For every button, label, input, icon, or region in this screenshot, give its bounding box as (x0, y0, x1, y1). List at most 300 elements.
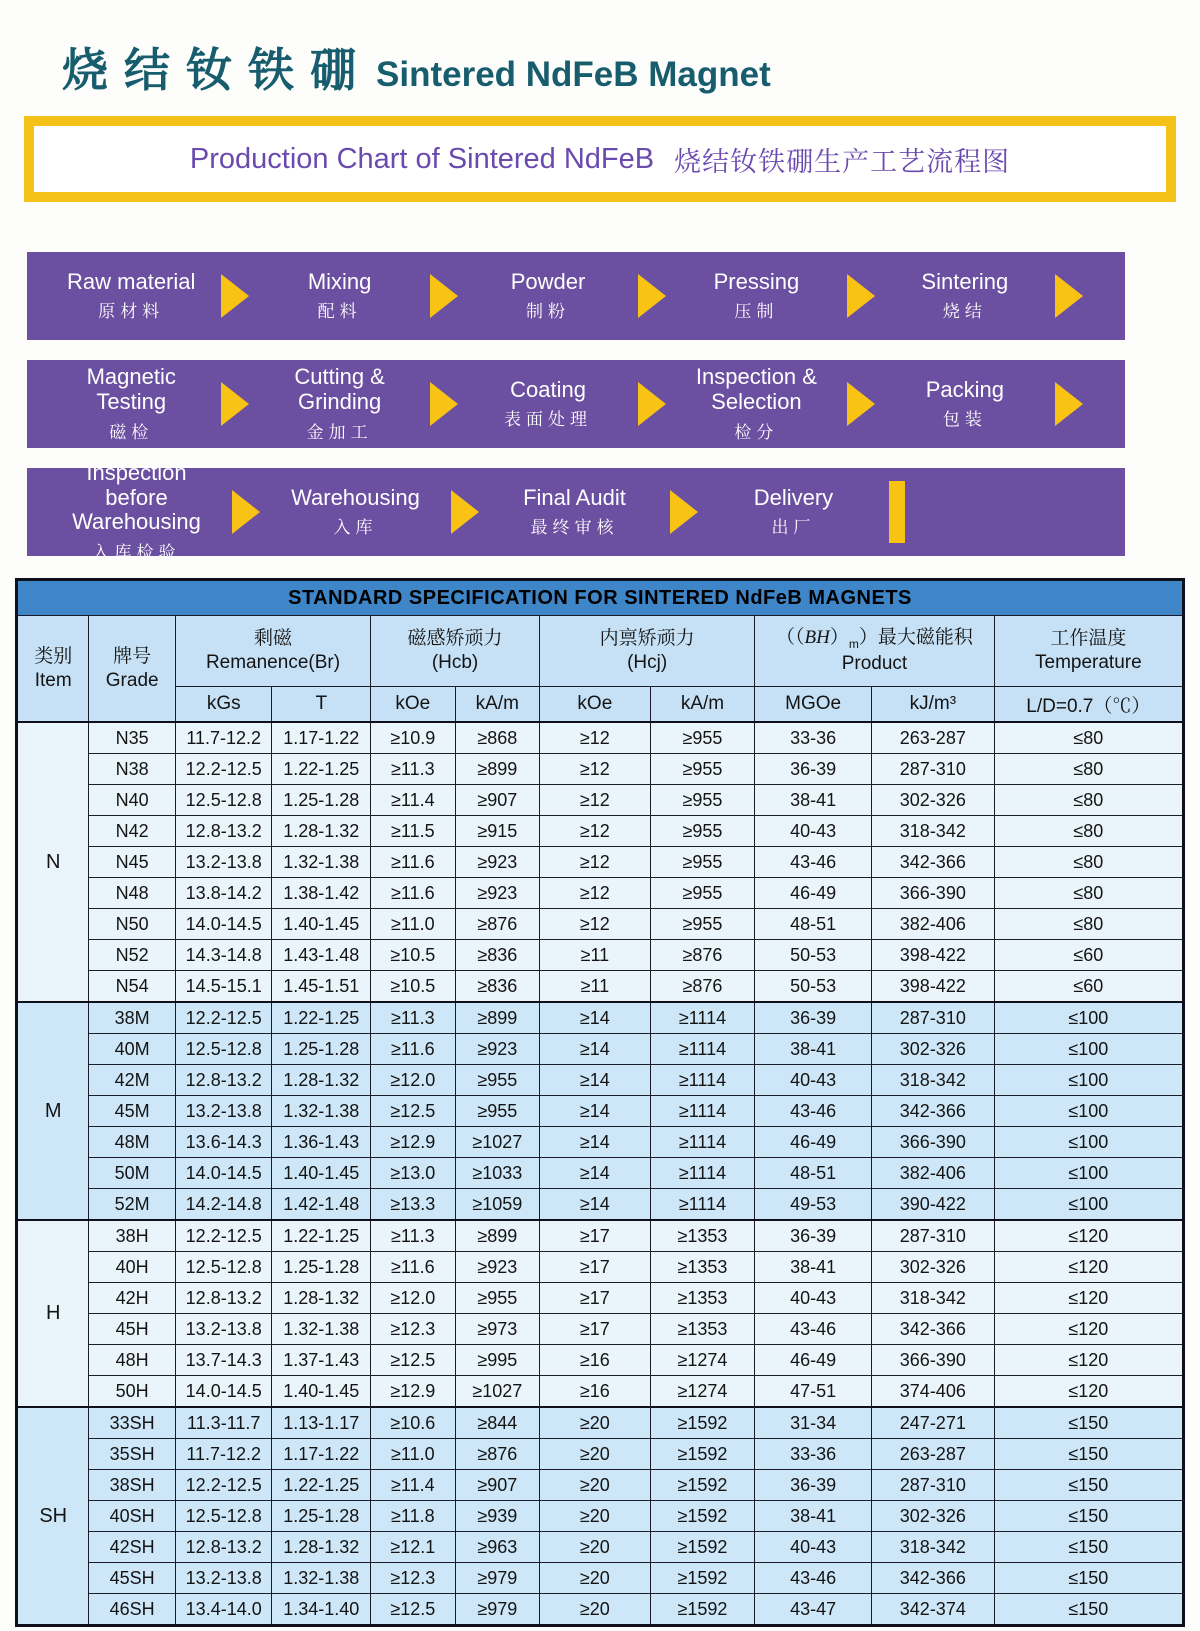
spec-value-cell: 318-342 (871, 1283, 994, 1314)
unit-koe-hcb: kOe (371, 687, 455, 723)
spec-value-cell: ≥1592 (650, 1470, 755, 1501)
spec-value-cell: 12.8-13.2 (175, 1065, 272, 1096)
unit-kgs: kGs (175, 687, 272, 723)
spec-value-cell: ≥923 (455, 1034, 539, 1065)
header-hcj-zh: 内禀矫顽力 (599, 628, 695, 650)
stage-label-en: Inspection before Warehousing (72, 460, 201, 535)
spec-value-cell: 1.28-1.32 (272, 1283, 371, 1314)
stage-label-zh: 检分 (734, 422, 779, 442)
spec-value-cell: 366-390 (871, 1345, 994, 1376)
spec-value-cell: ≤80 (994, 816, 1183, 847)
table-row (17, 909, 1184, 940)
flow-row (27, 252, 1125, 340)
spec-value-cell: ≥20 (540, 1470, 651, 1501)
spec-value-cell: 302-326 (871, 1034, 994, 1065)
spec-value-cell: ≥1033 (455, 1158, 539, 1189)
product-bh: BH (804, 627, 830, 649)
spec-value-cell: ≥955 (455, 1283, 539, 1314)
spec-value-cell: ≥1114 (650, 1189, 755, 1221)
table-row (17, 878, 1184, 909)
spec-value-cell: ≤100 (994, 1189, 1183, 1221)
table-row (17, 1220, 1184, 1252)
spec-value-cell: ≥10.5 (371, 971, 455, 1003)
header-hcb-zh: 磁感矫顽力 (407, 628, 503, 650)
spec-value-cell: 1.36-1.43 (272, 1127, 371, 1158)
spec-value-cell: ≤100 (994, 1096, 1183, 1127)
spec-value-cell: 49-53 (755, 1189, 872, 1221)
table-row (17, 940, 1184, 971)
stage-label-zh: 配料 (317, 302, 362, 322)
spec-value-cell: 13.2-13.8 (175, 1314, 272, 1345)
header-hcj-en: (Hcj) (627, 652, 668, 673)
flow-end-bar (889, 481, 905, 543)
product-sub: m (848, 637, 859, 652)
spec-value-cell: 36-39 (755, 1470, 872, 1501)
spec-value-cell: 14.0-14.5 (175, 909, 272, 940)
spec-value-cell: 13.2-13.8 (175, 1096, 272, 1127)
flow-chart (27, 252, 1125, 562)
grade-cell: N54 (89, 971, 176, 1003)
spec-value-cell: ≥14 (540, 1096, 651, 1127)
spec-value-cell: 50-53 (755, 971, 872, 1003)
spec-value-cell: 46-49 (755, 1127, 872, 1158)
spec-value-cell: 36-39 (755, 1002, 872, 1034)
spec-value-cell: ≥16 (540, 1376, 651, 1408)
spec-value-cell: ≥12 (540, 722, 651, 754)
spec-value-cell: ≥17 (540, 1220, 651, 1252)
arrow-right-icon (638, 274, 666, 318)
flow-stage (479, 486, 670, 539)
product-zh-text: 最大磁能积 (877, 627, 973, 649)
header-temperature-en: Temperature (1035, 652, 1142, 673)
spec-value-cell: 1.25-1.28 (272, 1252, 371, 1283)
table-row (17, 1563, 1184, 1594)
spec-value-cell: ≥1114 (650, 1002, 755, 1034)
table-row (17, 1189, 1184, 1221)
spec-value-cell: ≥11 (540, 971, 651, 1003)
spec-value-cell: ≤150 (994, 1563, 1183, 1594)
spec-value-cell: ≥899 (455, 754, 539, 785)
spec-value-cell: 1.32-1.38 (272, 847, 371, 878)
flow-stage (458, 270, 638, 323)
spec-value-cell: ≥923 (455, 847, 539, 878)
spec-value-cell: ≥11.6 (371, 878, 455, 909)
flow-stage (666, 365, 846, 442)
table-row (17, 1096, 1184, 1127)
flow-stage (41, 270, 221, 323)
stage-label-en: Delivery (753, 484, 834, 510)
page-title-en: Sintered NdFeB Magnet (376, 55, 771, 94)
grade-cell: 48H (89, 1345, 176, 1376)
spec-value-cell: 43-46 (755, 1563, 872, 1594)
spec-value-cell: 40-43 (755, 1532, 872, 1563)
spec-value-cell: ≥11.6 (371, 1034, 455, 1065)
unit-koe-hcj: kOe (540, 687, 651, 723)
spec-value-cell: ≥963 (455, 1532, 539, 1563)
flow-stage (875, 378, 1055, 431)
spec-value-cell: 1.13-1.17 (272, 1407, 371, 1439)
spec-value-cell: 287-310 (871, 1470, 994, 1501)
spec-value-cell: ≥836 (455, 971, 539, 1003)
spec-value-cell: 398-422 (871, 940, 994, 971)
flow-stage (698, 486, 889, 539)
spec-value-cell: 1.17-1.22 (272, 1439, 371, 1470)
spec-value-cell: ≥12.3 (371, 1563, 455, 1594)
spec-value-cell: ≥955 (650, 754, 755, 785)
group-item-cell: N (17, 722, 89, 1002)
arrow-right-icon (221, 382, 249, 426)
spec-value-cell: 287-310 (871, 754, 994, 785)
flow-stage (458, 378, 638, 431)
spec-value-cell: 1.38-1.42 (272, 878, 371, 909)
spec-value-cell: ≥12.1 (371, 1532, 455, 1563)
grade-cell: 38SH (89, 1470, 176, 1501)
spec-value-cell: 287-310 (871, 1002, 994, 1034)
spec-value-cell: 46-49 (755, 1345, 872, 1376)
spec-value-cell: 43-47 (755, 1594, 872, 1626)
spec-value-cell: ≥14 (540, 1189, 651, 1221)
spec-value-cell: ≥12.0 (371, 1283, 455, 1314)
spec-value-cell: ≤80 (994, 909, 1183, 940)
spec-value-cell: 11.7-12.2 (175, 1439, 272, 1470)
spec-value-cell: 1.22-1.25 (272, 1220, 371, 1252)
spec-value-cell: ≥14 (540, 1158, 651, 1189)
table-row (17, 1470, 1184, 1501)
grade-cell: 40H (89, 1252, 176, 1283)
header-product (755, 616, 994, 687)
spec-value-cell: 33-36 (755, 1439, 872, 1470)
grade-cell: 52M (89, 1189, 176, 1221)
grade-cell: N38 (89, 754, 176, 785)
flow-stage (249, 270, 429, 323)
spec-value-cell: ≥907 (455, 785, 539, 816)
spec-value-cell: 13.8-14.2 (175, 878, 272, 909)
table-row (17, 754, 1184, 785)
spec-value-cell: ≥1592 (650, 1439, 755, 1470)
spec-value-cell: 48-51 (755, 1158, 872, 1189)
spec-value-cell: ≥973 (455, 1314, 539, 1345)
spec-value-cell: ≥10.9 (371, 722, 455, 754)
banner-text-zh: 烧结钕铁硼生产工艺流程图 (674, 146, 1011, 177)
group-item-cell: M (17, 1002, 89, 1220)
spec-value-cell: ≤80 (994, 785, 1183, 816)
spec-value-cell: 11.3-11.7 (175, 1407, 272, 1439)
spec-value-cell: ≥1353 (650, 1283, 755, 1314)
grade-cell: 42SH (89, 1532, 176, 1563)
table-units-row (17, 687, 1184, 723)
arrow-right-icon (847, 382, 875, 426)
spec-value-cell: 14.2-14.8 (175, 1189, 272, 1221)
spec-value-cell: ≥899 (455, 1002, 539, 1034)
spec-value-cell: 38-41 (755, 785, 872, 816)
spec-value-cell: 1.42-1.48 (272, 1189, 371, 1221)
spec-value-cell: ≤80 (994, 847, 1183, 878)
spec-value-cell: 382-406 (871, 1158, 994, 1189)
table-row (17, 1376, 1184, 1408)
spec-value-cell: ≥979 (455, 1594, 539, 1626)
spec-value-cell: ≥12 (540, 816, 651, 847)
spec-value-cell: ≤120 (994, 1376, 1183, 1408)
spec-value-cell: ≤150 (994, 1532, 1183, 1563)
stage-label-en: Powder (510, 268, 586, 294)
table-row (17, 1594, 1184, 1626)
spec-value-cell: 12.8-13.2 (175, 1532, 272, 1563)
spec-value-cell: ≥1059 (455, 1189, 539, 1221)
spec-value-cell: 12.5-12.8 (175, 1034, 272, 1065)
flow-row (27, 360, 1125, 448)
spec-value-cell: 1.22-1.25 (272, 1470, 371, 1501)
spec-value-cell: 318-342 (871, 1065, 994, 1096)
spec-value-cell: 1.25-1.28 (272, 1501, 371, 1532)
spec-value-cell: ≥876 (650, 971, 755, 1003)
spec-value-cell: ≥20 (540, 1439, 651, 1470)
stage-label-en: Pressing (713, 268, 800, 294)
unit-kam-hcj: kA/m (650, 687, 755, 723)
spec-value-cell: ≥1274 (650, 1376, 755, 1408)
spec-value-cell: ≥1353 (650, 1220, 755, 1252)
spec-value-cell: 43-46 (755, 1096, 872, 1127)
flow-stage (260, 486, 451, 539)
spec-value-cell: ≥876 (455, 1439, 539, 1470)
stage-label-zh: 最终审核 (530, 518, 619, 538)
spec-value-cell: 12.2-12.5 (175, 1220, 272, 1252)
spec-value-cell: ≥12 (540, 847, 651, 878)
table-row (17, 971, 1184, 1003)
spec-value-cell: ≥1353 (650, 1314, 755, 1345)
spec-value-cell: 40-43 (755, 1065, 872, 1096)
unit-kjm: kJ/m³ (871, 687, 994, 723)
stage-label-en: Raw material (67, 268, 196, 294)
spec-value-cell: 13.2-13.8 (175, 847, 272, 878)
stage-label-en: Inspection & Selection (695, 364, 817, 414)
spec-value-cell: 1.32-1.38 (272, 1314, 371, 1345)
spec-value-cell: ≥1592 (650, 1563, 755, 1594)
spec-value-cell: 1.32-1.38 (272, 1096, 371, 1127)
spec-value-cell: ≥1274 (650, 1345, 755, 1376)
stage-label-en: Magnetic Testing (86, 364, 176, 414)
spec-value-cell: 302-326 (871, 1501, 994, 1532)
spec-value-cell: 342-366 (871, 1096, 994, 1127)
spec-value-cell: 1.28-1.32 (272, 1065, 371, 1096)
spec-value-cell: 1.22-1.25 (272, 1002, 371, 1034)
spec-value-cell: 1.43-1.48 (272, 940, 371, 971)
spec-value-cell: ≥17 (540, 1283, 651, 1314)
stage-label-zh: 入库 (333, 518, 378, 538)
spec-value-cell: 302-326 (871, 785, 994, 816)
spec-value-cell: ≥955 (455, 1065, 539, 1096)
spec-value-cell: ≥979 (455, 1563, 539, 1594)
grade-cell: 46SH (89, 1594, 176, 1626)
spec-value-cell: ≥1592 (650, 1407, 755, 1439)
spec-value-cell: 263-287 (871, 1439, 994, 1470)
grade-cell: 40M (89, 1034, 176, 1065)
spec-value-cell: ≥12 (540, 754, 651, 785)
header-grade (89, 616, 176, 723)
stage-label-zh: 表面处理 (504, 410, 593, 430)
spec-value-cell: 287-310 (871, 1220, 994, 1252)
banner-text-en: Production Chart of Sintered NdFeB (189, 142, 655, 175)
spec-value-cell: ≤120 (994, 1314, 1183, 1345)
spec-value-cell: ≥12.9 (371, 1376, 455, 1408)
table-header-row (17, 616, 1184, 687)
grade-cell: N40 (89, 785, 176, 816)
grade-cell: 48M (89, 1127, 176, 1158)
spec-value-cell: 12.2-12.5 (175, 754, 272, 785)
spec-value-cell: 12.5-12.8 (175, 785, 272, 816)
arrow-right-icon (847, 274, 875, 318)
spec-value-cell: ≥844 (455, 1407, 539, 1439)
spec-value-cell: ≥955 (455, 1096, 539, 1127)
arrow-right-icon (451, 490, 479, 534)
spec-value-cell: ≤120 (994, 1220, 1183, 1252)
spec-value-cell: ≥11.4 (371, 785, 455, 816)
spec-value-cell: ≤80 (994, 878, 1183, 909)
table-row (17, 1314, 1184, 1345)
spec-value-cell: ≥11 (540, 940, 651, 971)
grade-cell: 50M (89, 1158, 176, 1189)
arrow-right-icon (670, 490, 698, 534)
spec-value-cell: 12.8-13.2 (175, 816, 272, 847)
table-row (17, 722, 1184, 754)
spec-value-cell: ≤150 (994, 1407, 1183, 1439)
unit-ld: L/D=0.7（℃） (994, 687, 1183, 723)
stage-label-zh: 金加工 (306, 422, 373, 442)
product-open: （（ (776, 627, 805, 649)
spec-value-cell: 1.28-1.32 (272, 816, 371, 847)
spec-value-cell: ≤150 (994, 1501, 1183, 1532)
table-row (17, 1065, 1184, 1096)
header-grade-zh: 牌号 (113, 645, 152, 667)
header-temperature-zh: 工作温度 (1050, 628, 1127, 650)
spec-value-cell: ≥1353 (650, 1252, 755, 1283)
spec-value-cell: 14.5-15.1 (175, 971, 272, 1003)
table-row (17, 1127, 1184, 1158)
spec-value-cell: 390-422 (871, 1189, 994, 1221)
spec-value-cell: ≥13.3 (371, 1189, 455, 1221)
spec-value-cell: 366-390 (871, 878, 994, 909)
spec-value-cell: 48-51 (755, 909, 872, 940)
spec-value-cell: 318-342 (871, 1532, 994, 1563)
grade-cell: 45SH (89, 1563, 176, 1594)
stage-label-zh: 烧结 (942, 302, 987, 322)
spec-value-cell: ≥995 (455, 1345, 539, 1376)
header-item-en: Item (34, 669, 72, 691)
spec-value-cell: 247-271 (871, 1407, 994, 1439)
table-row (17, 816, 1184, 847)
spec-value-cell: 13.4-14.0 (175, 1594, 272, 1626)
arrow-right-icon (1055, 382, 1083, 426)
table-row (17, 1002, 1184, 1034)
header-hcb (371, 616, 540, 687)
spec-value-cell: ≥923 (455, 1252, 539, 1283)
spec-value-cell: ≥12.3 (371, 1314, 455, 1345)
table-row (17, 1283, 1184, 1314)
spec-value-cell: ≥12.5 (371, 1594, 455, 1626)
spec-value-cell: ≤100 (994, 1127, 1183, 1158)
grade-cell: 50H (89, 1376, 176, 1408)
spec-value-cell: ≥11.3 (371, 754, 455, 785)
stage-label-zh: 包装 (942, 410, 987, 430)
production-chart-banner (24, 116, 1176, 202)
header-product-zh (755, 626, 993, 652)
spec-value-cell: 38-41 (755, 1034, 872, 1065)
spec-value-cell: 1.32-1.38 (272, 1563, 371, 1594)
spec-value-cell: ≥11.6 (371, 847, 455, 878)
spec-value-cell: 14.0-14.5 (175, 1158, 272, 1189)
grade-cell: 45M (89, 1096, 176, 1127)
stage-label-en: Packing (925, 376, 1004, 402)
spec-value-cell: ≤100 (994, 1034, 1183, 1065)
spec-value-cell: ≥11.3 (371, 1220, 455, 1252)
flow-stage (875, 270, 1055, 323)
stage-label-zh: 出厂 (771, 518, 816, 538)
spec-value-cell: ≥1114 (650, 1065, 755, 1096)
group-item-cell: SH (17, 1407, 89, 1626)
spec-value-cell: 13.2-13.8 (175, 1563, 272, 1594)
spec-value-cell: 38-41 (755, 1252, 872, 1283)
spec-value-cell: 43-46 (755, 847, 872, 878)
spec-value-cell: ≥17 (540, 1314, 651, 1345)
spec-value-cell: ≥1114 (650, 1127, 755, 1158)
spec-value-cell: 1.40-1.45 (272, 1376, 371, 1408)
header-hcj (540, 616, 755, 687)
spec-value-cell: ≥12 (540, 878, 651, 909)
header-hcb-en: (Hcb) (431, 652, 479, 673)
spec-value-cell: 1.40-1.45 (272, 1158, 371, 1189)
spec-value-cell: ≥1114 (650, 1096, 755, 1127)
grade-cell: 42H (89, 1283, 176, 1314)
spec-value-cell: ≥907 (455, 1470, 539, 1501)
spec-value-cell: ≥20 (540, 1594, 651, 1626)
table-row (17, 785, 1184, 816)
table-row (17, 1345, 1184, 1376)
spec-value-cell: ≥11.5 (371, 816, 455, 847)
page-title (0, 0, 1200, 100)
stage-label-zh: 磁检 (109, 422, 154, 442)
spec-value-cell: 12.8-13.2 (175, 1283, 272, 1314)
spec-value-cell: ≥11.8 (371, 1501, 455, 1532)
stage-label-zh: 制粉 (526, 302, 571, 322)
spec-value-cell: 263-287 (871, 722, 994, 754)
spec-value-cell: 40-43 (755, 1283, 872, 1314)
spec-value-cell: ≥955 (650, 909, 755, 940)
spec-value-cell: ≥1027 (455, 1127, 539, 1158)
spec-value-cell: ≥12 (540, 909, 651, 940)
spec-value-cell: 36-39 (755, 754, 872, 785)
table-row (17, 1158, 1184, 1189)
spec-value-cell: ≥899 (455, 1220, 539, 1252)
table-row (17, 1439, 1184, 1470)
header-item-zh: 类别 (34, 645, 73, 667)
spec-value-cell: 398-422 (871, 971, 994, 1003)
spec-value-cell: ≥10.6 (371, 1407, 455, 1439)
grade-cell: 45H (89, 1314, 176, 1345)
spec-value-cell: ≤100 (994, 1158, 1183, 1189)
spec-value-cell: ≥11.6 (371, 1252, 455, 1283)
spec-value-cell: ≥1592 (650, 1594, 755, 1626)
table-title-row (17, 580, 1184, 616)
spec-value-cell: ≤120 (994, 1252, 1183, 1283)
spec-value-cell: ≥13.0 (371, 1158, 455, 1189)
grade-cell: N45 (89, 847, 176, 878)
spec-value-cell: 11.7-12.2 (175, 722, 272, 754)
grade-cell: 38M (89, 1002, 176, 1034)
header-product-en: Product (841, 653, 908, 675)
spec-value-cell: ≥16 (540, 1345, 651, 1376)
flow-stage (41, 365, 221, 442)
table-row (17, 1407, 1184, 1439)
spec-value-cell: ≤100 (994, 1002, 1183, 1034)
